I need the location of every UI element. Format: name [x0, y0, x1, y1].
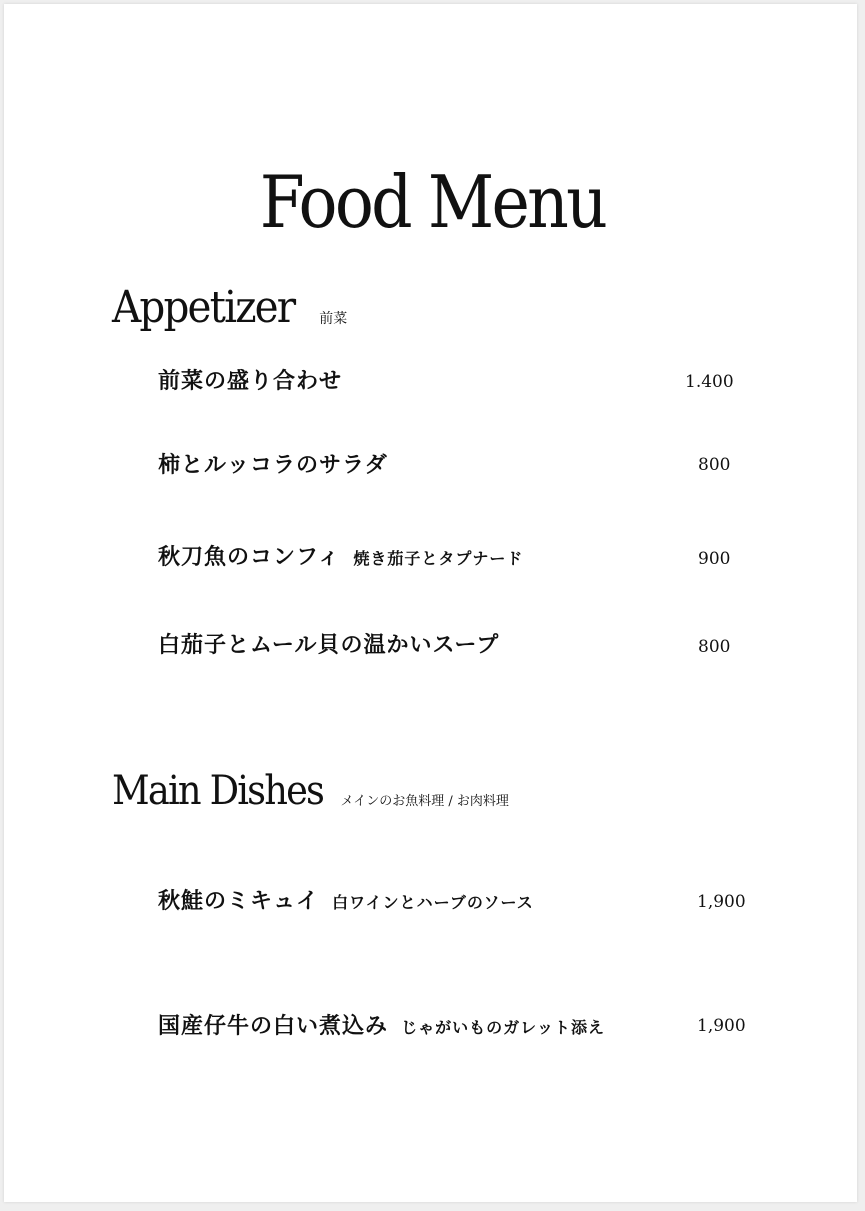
menu-item: [158, 364, 342, 395]
menu-item: [158, 884, 534, 915]
menu-item-name: 国産仔牛の白い煮込み: [158, 1013, 389, 1039]
section-heading-main-dishes: [112, 768, 509, 814]
menu-item-name: 秋鮭のミキュイ: [158, 888, 320, 914]
section-subtitle-main-dishes: メインのお魚料理 / お肉料理: [340, 794, 509, 809]
menu-item-price: 1,900: [697, 1016, 746, 1036]
section-title-appetizer: Appetizer: [112, 282, 295, 333]
section-subtitle-appetizer: 前菜: [319, 310, 348, 327]
menu-item-price: 1,900: [697, 892, 746, 912]
menu-item: [158, 448, 388, 479]
menu-item-name: 柿とルッコラのサラダ: [158, 452, 388, 478]
menu-item-description: 焼き茄子とタプナード: [353, 549, 524, 568]
menu-item-description: 白ワインとハーブのソース: [332, 893, 534, 912]
menu-item: [158, 628, 499, 659]
menu-item-name: 白茄子とムール貝の温かいスープ: [158, 632, 500, 658]
menu-item-price: 800: [698, 637, 731, 657]
menu-item-description: じゃがいものガレット添え: [401, 1018, 605, 1037]
menu-item-name: 前菜の盛り合わせ: [158, 368, 343, 394]
menu-item-name: 秋刀魚のコンフィ: [158, 544, 341, 570]
section-title-main-dishes: Main Dishes: [112, 768, 324, 814]
menu-item-price: 800: [698, 455, 731, 475]
section-heading-appetizer: [112, 282, 347, 333]
menu-item-price: 1.400: [685, 372, 734, 392]
page-title: Food Menu: [259, 160, 606, 244]
menu-item: [158, 540, 523, 571]
menu-item: [158, 1009, 605, 1040]
menu-item-price: 900: [698, 549, 731, 569]
